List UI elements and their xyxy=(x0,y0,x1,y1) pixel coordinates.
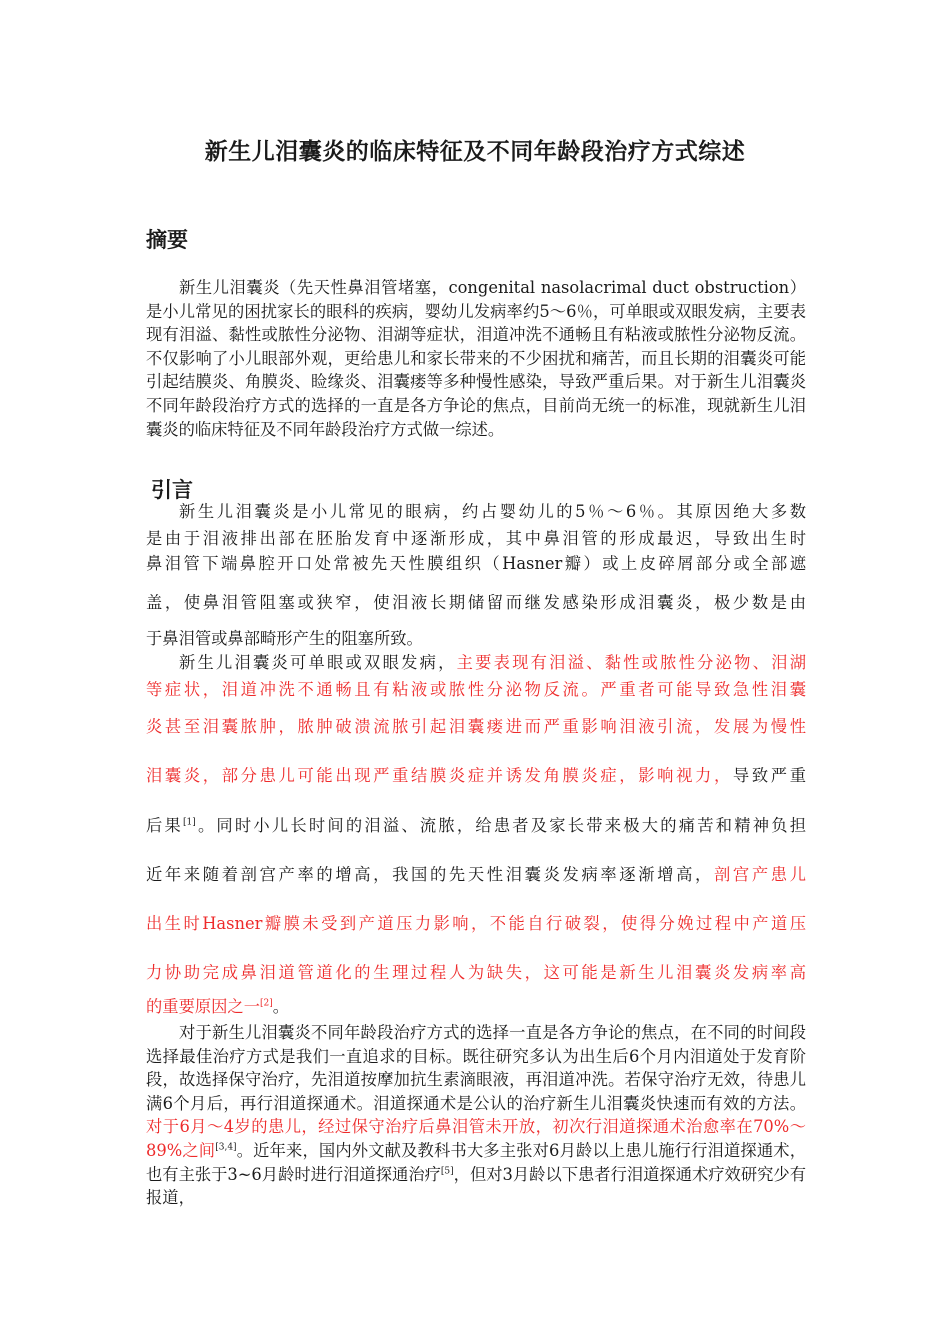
highlighted-text: 的重要原因之一 xyxy=(146,997,260,1016)
intro-p1-line: 是由于泪液排出部在胚胎发育中逐渐形成，其中鼻泪管的形成最迟，导致出生时 xyxy=(146,529,806,548)
citation[interactable]: [2] xyxy=(259,998,273,1009)
intro-p2-line-9 xyxy=(146,993,806,1017)
document-title: 新生儿泪囊炎的临床特征及不同年龄段治疗方式综述 xyxy=(204,139,746,165)
intro-p2-line-3: 炎甚至泪囊脓肿，脓肿破溃流脓引起泪囊瘘进而严重影响泪液引流，发展为慢性 xyxy=(146,717,806,736)
intro-p2-line-6 xyxy=(146,861,806,885)
text-span: 。同时小儿长时间的泪溢、流脓，给患者及家长带来极大的痛苦和精神负担 xyxy=(195,816,806,835)
intro-p2-line-7: 出生时Hasner瓣膜未受到产道压力影响，不能自行破裂，使得分娩过程中产道压 xyxy=(146,914,806,933)
intro-p2-line-5 xyxy=(146,812,806,836)
intro-p1-line: 鼻泪管下端鼻腔开口处常被先天性膜组织（Hasner瓣）或上皮碎屑部分或全部遮 xyxy=(146,554,806,573)
highlighted-text: 主要表现有泪溢、黏性或脓性分泌物、泪湖 xyxy=(456,653,806,672)
intro-p2-line-1 xyxy=(146,649,806,673)
text-span: 对于新生儿泪囊炎不同年龄段治疗方式的选择一直是各方争论的焦点，在不同的时间段选择最佳治疗方式是我们一直追求的目标。既往研究多认为出生后6个月内泪道处于发育阶段，故选择保守治疗，先泪道按摩加抗生素滴眼液，再泪道冲洗。若保守治疗无效，待患儿满6个月后，再行泪道探通术。泪道探通术是公认的治疗新生儿泪囊炎快速而有效的方法。 xyxy=(146,1023,806,1113)
citation[interactable]: [3,4] xyxy=(215,1142,237,1153)
intro-p1-line: 盖，使鼻泪管阻塞或狭窄，使泪液长期储留而继发感染形成泪囊炎，极少数是由 xyxy=(146,593,806,612)
intro-heading: 引言 xyxy=(151,478,193,502)
text-span: 新生儿泪囊炎可单眼或双眼发病， xyxy=(179,653,457,672)
abstract-heading: 摘要 xyxy=(146,228,188,252)
intro-p2-line-2: 等症状，泪道冲洗不通畅且有粘液或脓性分泌物反流。严重者可能导致急性泪囊 xyxy=(146,680,806,699)
text-span: 后果 xyxy=(146,816,183,835)
citation[interactable]: [1] xyxy=(182,817,196,828)
intro-p2-line-4 xyxy=(146,762,806,786)
text-span: 近年来随着剖宫产率的增高，我国的先天性泪囊炎发病率逐渐增高， xyxy=(146,865,714,884)
highlighted-text: 剖宫产患儿 xyxy=(713,865,806,884)
text-span: 。 xyxy=(272,997,290,1016)
text-span: 。近年来，国内外文献及教科书大多主张对6月龄以上患儿施行行泪道探通术，也有主张于3~6月龄时进行泪道探通治疗 xyxy=(146,1140,806,1184)
intro-p2-line-8: 力协助完成鼻泪道管道化的生理过程人为缺失，这可能是新生儿泪囊炎发病率高 xyxy=(146,963,806,982)
intro-paragraph-3 xyxy=(146,1021,806,1210)
citation[interactable]: [5] xyxy=(440,1166,454,1177)
text-span: ，但对3月龄以下患者行泪道探通术疗效研究少有报道， xyxy=(146,1164,806,1208)
highlighted-text: 泪囊炎，部分患儿可能出现严重结膜炎症并诱发角膜炎症，影响视力， xyxy=(146,766,733,785)
highlighted-text: 对于6月～4岁的患儿，经过保守治疗后鼻泪管未开放，初次行泪道探通术治愈率在70%～89%之间 xyxy=(146,1117,806,1160)
abstract-paragraph: 新生儿泪囊炎（先天性鼻泪管堵塞，congenital nasolacrimal duct obstruction）是小儿常见的困扰家长的眼科的疾病，婴幼儿发病率约5～6％，可单眼或双眼发病，主要表现有泪溢、黏性或脓性分泌物、泪湖等症状，泪道冲洗不通畅且有粘液或脓性分泌物反流。不仅影响了小儿眼部外观，更给患儿和家长带来的不少困扰和痛苦，而且长期的泪囊炎可能引起结膜炎、角膜炎、睑缘炎、泪囊瘘等多种慢性感染，导致严重后果。对于新生儿泪囊炎不同年龄段治疗方式的选择的一直是各方争论的焦点，目前尚无统一的标准，现就新生儿泪囊炎的临床特征及不同年龄段治疗方式做一综述。 xyxy=(146,278,806,439)
intro-p1-line: 新生儿泪囊炎是小儿常见的眼病，约占婴幼儿的5％～6％。其原因绝大多数 xyxy=(179,502,806,521)
text-span: 导致严重 xyxy=(732,766,806,785)
intro-p1-line: 于鼻泪管或鼻部畸形产生的阻塞所致。 xyxy=(146,629,423,648)
